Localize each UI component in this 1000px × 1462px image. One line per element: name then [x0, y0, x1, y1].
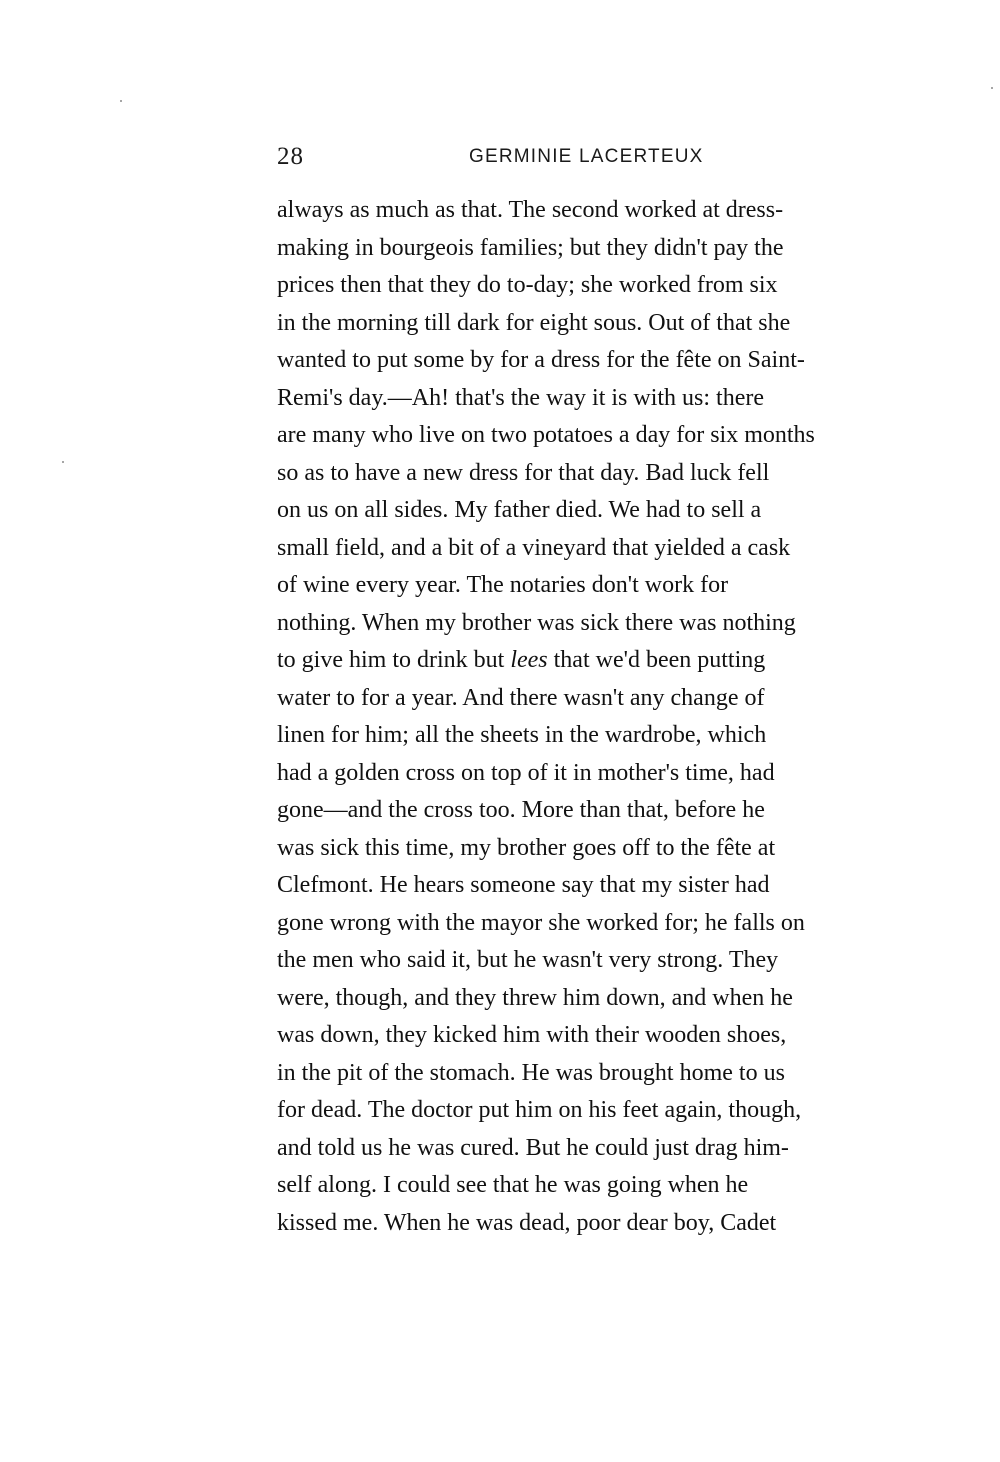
text-line: and told us he was cured. But he could just drag him-: [277, 1134, 789, 1161]
text-line: gone wrong with the mayor she worked for; he falls on: [277, 909, 805, 936]
body-text: [277, 192, 913, 1242]
text-line: self along. I could see that he was going when he: [277, 1172, 749, 1198]
text-line: so as to have a new dress for that day. Bad luck fell: [277, 459, 770, 486]
text-line: in the morning till dark for eight sous. Out of that she: [277, 309, 791, 336]
text-line: of wine every year. The notaries don't work for: [277, 572, 729, 598]
text-line: the men who said it, but he wasn't very strong. They: [277, 947, 779, 973]
text-segment: that we'd been putting: [547, 647, 766, 673]
text-line: [277, 642, 913, 680]
text-line: making in bourgeois families; but they didn't pay the: [277, 234, 784, 261]
text-line: Clefmont. He hears someone say that my sister had: [277, 872, 770, 898]
text-line: are many who live on two potatoes a day for six months: [277, 422, 815, 448]
text-line: had a golden cross on top of it in mother's time, had: [277, 759, 775, 786]
page-header: [277, 143, 913, 173]
text-line: nothing. When my brother was sick there was nothing: [277, 609, 796, 636]
text-line: were, though, and they threw him down, and when he: [277, 984, 793, 1011]
text-line: for dead. The doctor put him on his feet again, though,: [277, 1097, 802, 1123]
page-number: 28: [277, 143, 304, 170]
text-line: water to for a year. And there wasn't any change of: [277, 684, 765, 711]
text-line: was sick this time, my brother goes off to the fête at: [277, 834, 776, 861]
text-line: wanted to put some by for a dress for the fête on Saint-: [277, 347, 805, 373]
paper-speck: [62, 461, 64, 463]
text-segment: to give him to drink but: [277, 647, 511, 673]
paper-speck: [991, 87, 993, 89]
text-line: prices then that they do to-day; she worked from six: [277, 272, 778, 298]
text-line: always as much as that. The second worked at dress-: [277, 197, 784, 223]
text-line: was down, they kicked him with their wooden shoes,: [277, 1022, 787, 1048]
text-line: linen for him; all the sheets in the wardrobe, which: [277, 722, 767, 748]
text-line: gone—and the cross too. More than that, before he: [277, 797, 765, 823]
text-line: Remi's day.—Ah! that's the way it is with us: there: [277, 384, 765, 411]
text-line: kissed me. When he was dead, poor dear boy, Cadet: [277, 1209, 777, 1236]
text-line: small field, and a bit of a vineyard that yielded a cask: [277, 534, 791, 561]
running-title: GERMINIE LACERTEUX: [469, 146, 704, 167]
paper-speck: [120, 100, 122, 102]
text-line: in the pit of the stomach. He was brought home to us: [277, 1059, 785, 1086]
italic-word: lees: [510, 647, 548, 673]
text-line: on us on all sides. My father died. We had to sell a: [277, 497, 762, 523]
